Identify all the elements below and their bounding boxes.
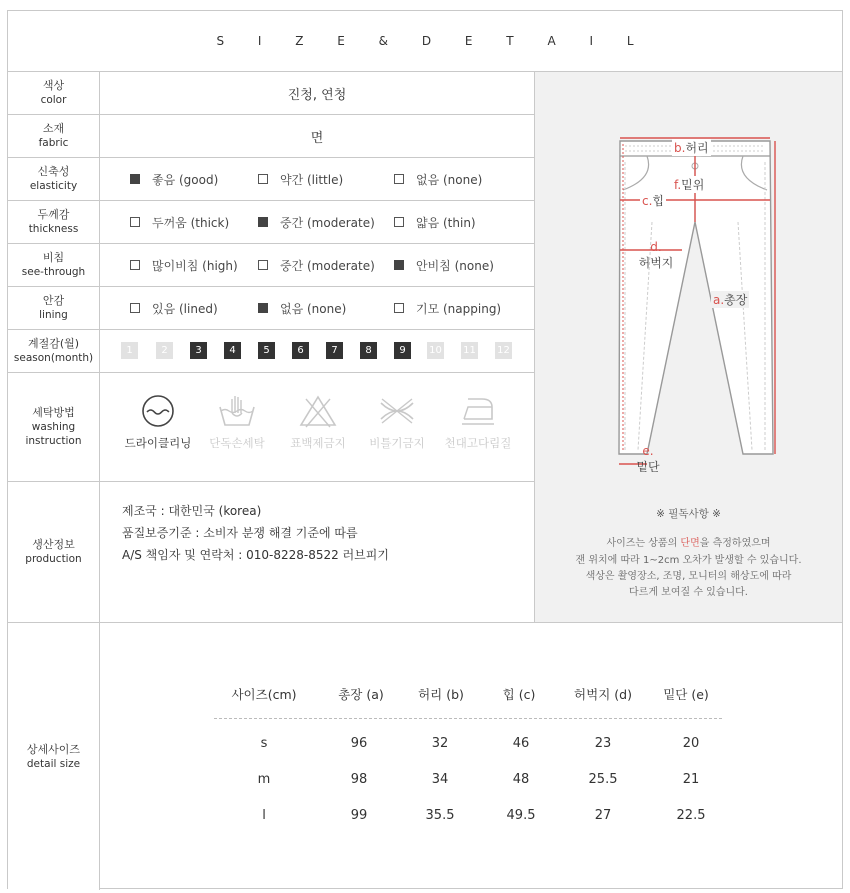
diagram-text: 총장 — [724, 293, 748, 307]
option-label: 얇음 (thin) — [416, 215, 476, 230]
label-see-through-en: see-through — [21, 266, 86, 278]
month-2: 2 — [156, 342, 173, 359]
month-3: 3 — [190, 342, 207, 359]
size-cell: l — [262, 808, 266, 823]
lining-options — [100, 287, 534, 330]
size-cell: 27 — [594, 808, 612, 823]
diagram-letter: f. — [674, 178, 682, 192]
checkbox-checked — [394, 260, 404, 270]
checkbox-empty — [394, 174, 404, 184]
fabric-value: 면 — [100, 115, 534, 158]
size-cell: 48 — [512, 772, 530, 787]
diagram-text: 힙 — [652, 194, 665, 208]
option-label: 중간 (moderate) — [280, 215, 375, 230]
notice-highlight: 단면 — [680, 538, 700, 549]
hand-wash-icon — [217, 393, 257, 429]
option-label: 좋음 (good) — [152, 172, 219, 187]
month-12: 12 — [495, 342, 512, 359]
option-see-through-high — [130, 257, 238, 274]
wash-label: 천대고다림질 — [444, 436, 512, 450]
label-lining — [8, 287, 100, 330]
option-label: 없음 (none) — [280, 301, 347, 316]
checkbox-checked — [130, 174, 140, 184]
label-thickness-ko: 두께감 — [37, 208, 70, 221]
notice-line-2: 잰 위치에 따라 1~2cm 오차가 발생할 수 있습니다. — [575, 555, 802, 566]
label-detail-size-ko: 상세사이즈 — [26, 742, 81, 756]
label-fabric-en: fabric — [38, 137, 69, 149]
diagram-letter: c. — [642, 194, 653, 208]
diagram-text: 허벅지 — [638, 256, 674, 270]
diagram-text: 허리 — [685, 141, 709, 155]
label-fabric — [8, 115, 100, 158]
label-washing-en2: instruction — [25, 435, 82, 447]
month-7: 7 — [326, 342, 343, 359]
no-bleach-icon — [298, 393, 338, 429]
label-production-en: production — [25, 553, 82, 565]
measurement-diagram-panel — [534, 72, 842, 623]
diagram-letter: d. — [650, 240, 662, 254]
option-label: 있음 (lined) — [152, 301, 218, 316]
no-wring-icon — [376, 393, 418, 429]
checkbox-empty — [130, 260, 140, 270]
size-header: 허벅지 (d) — [574, 687, 632, 702]
diagram-label-hem — [631, 444, 665, 475]
checkbox-empty — [130, 303, 140, 313]
size-table — [100, 623, 842, 890]
diagram-label-length — [711, 291, 749, 308]
color-value: 진청, 연청 — [100, 72, 534, 115]
size-header: 밑단 (e) — [663, 687, 709, 702]
notice-line-1 — [535, 534, 842, 549]
checkbox-empty — [394, 217, 404, 227]
diagram-label-hip — [640, 192, 666, 209]
notice-line-3: 색상은 촬영장소, 조명, 모니터의 해상도에 따라 — [585, 571, 792, 582]
checkbox-empty — [130, 217, 140, 227]
size-header: 총장 (a) — [338, 687, 384, 702]
size-header: 허리 (b) — [418, 687, 464, 702]
diagram-letter: e. — [642, 444, 654, 458]
month-10: 10 — [427, 342, 444, 359]
checkbox-empty — [258, 174, 268, 184]
label-see-through — [8, 244, 100, 287]
label-lining-ko: 안감 — [42, 294, 65, 307]
checkbox-empty — [394, 303, 404, 313]
dry-cleaning-icon — [140, 393, 176, 429]
checkbox-checked — [258, 303, 268, 313]
diagram-letter: a. — [713, 293, 725, 307]
option-label: 없음 (none) — [416, 172, 483, 187]
page-title: S I Z E & D E T A I L — [8, 11, 842, 72]
label-see-through-ko: 비침 — [42, 251, 65, 264]
label-washing-en: washing — [31, 421, 76, 433]
month-5: 5 — [258, 342, 275, 359]
label-detail-size — [8, 623, 100, 890]
month-8: 8 — [360, 342, 377, 359]
label-color-ko: 색상 — [42, 79, 65, 92]
diagram-letter: b. — [674, 141, 686, 155]
thickness-options — [100, 201, 534, 244]
month-4: 4 — [224, 342, 241, 359]
wash-dry-cleaning — [116, 393, 200, 451]
option-lining-lined — [130, 300, 218, 317]
wash-hand-wash — [195, 393, 279, 451]
month-11: 11 — [461, 342, 478, 359]
label-color — [8, 72, 100, 115]
option-label: 약간 (little) — [280, 172, 344, 187]
label-thickness — [8, 201, 100, 244]
size-cell: 99 — [350, 808, 368, 823]
month-6: 6 — [292, 342, 309, 359]
label-washing — [8, 373, 100, 482]
diagram-label-waist — [672, 139, 711, 156]
label-fabric-ko: 소재 — [42, 122, 65, 135]
option-elasticity-good — [130, 171, 218, 188]
size-header: 사이즈(cm) — [231, 687, 297, 702]
option-elasticity-none — [394, 171, 482, 188]
pants-diagram — [535, 72, 843, 492]
option-label: 두꺼움 (thick) — [152, 215, 230, 230]
wash-iron-with-cloth — [436, 393, 520, 451]
size-cell: m — [257, 772, 271, 787]
label-production — [8, 482, 100, 623]
option-lining-napping — [394, 300, 501, 317]
label-thickness-en: thickness — [28, 223, 79, 235]
option-label: 안비침 (none) — [416, 258, 494, 273]
diagram-text: 밑단 — [636, 460, 660, 474]
size-detail-sheet — [7, 10, 843, 889]
production-line-origin: 제조국 : 대한민국 (korea) — [122, 504, 262, 518]
option-see-through-moderate — [258, 257, 375, 274]
label-elasticity — [8, 158, 100, 201]
size-cell: 98 — [350, 772, 368, 787]
production-line-warranty: 품질보증기준 : 소비자 분쟁 해결 기준에 따름 — [122, 526, 358, 540]
wash-label: 비틀기금지 — [369, 436, 425, 450]
iron-icon — [458, 393, 498, 429]
wash-label: 드라이클리닝 — [124, 436, 192, 450]
option-elasticity-little — [258, 171, 343, 188]
option-thickness-thick — [130, 214, 229, 231]
checkbox-checked — [258, 217, 268, 227]
elasticity-options — [100, 158, 534, 201]
diagram-text: 밑위 — [681, 178, 705, 192]
option-label: 기모 (napping) — [416, 301, 502, 316]
washing-instructions — [100, 373, 534, 482]
label-elasticity-ko: 신축성 — [37, 165, 70, 178]
size-cell: 32 — [431, 736, 449, 751]
month-1: 1 — [121, 342, 138, 359]
label-detail-size-en: detail size — [26, 757, 81, 770]
wash-no-wring — [355, 393, 439, 451]
diagram-label-thigh — [633, 240, 679, 271]
size-cell: 21 — [682, 772, 700, 787]
label-production-ko: 생산정보 — [32, 538, 75, 551]
wash-no-bleach — [276, 393, 360, 451]
option-see-through-none — [394, 257, 494, 274]
production-info — [100, 482, 534, 623]
option-lining-none — [258, 300, 346, 317]
label-lining-en: lining — [39, 309, 68, 321]
checkbox-empty — [258, 260, 268, 270]
diagram-label-rise — [672, 176, 706, 193]
see-through-options — [100, 244, 534, 287]
size-cell: 23 — [594, 736, 612, 751]
label-color-en: color — [40, 94, 67, 106]
wash-label: 표백제금지 — [290, 436, 346, 450]
season-months — [100, 330, 534, 373]
size-header: 힙 (c) — [502, 687, 536, 702]
label-season-en: season(month) — [13, 352, 94, 364]
size-cell: 49.5 — [506, 808, 536, 823]
production-line-contact: A/S 책임자 및 연락처 : 010-8228-8522 러브피기 — [122, 548, 389, 562]
option-thickness-thin — [394, 214, 476, 231]
option-label: 중간 (moderate) — [280, 258, 375, 273]
label-season — [8, 330, 100, 373]
size-cell: 96 — [350, 736, 368, 751]
size-cell: 25.5 — [588, 772, 618, 787]
notice-line-4: 다르게 보여질 수 있습니다. — [629, 587, 748, 598]
option-thickness-moderate — [258, 214, 375, 231]
size-cell: 46 — [512, 736, 530, 751]
notice-text: 사이즈는 상품의 — [606, 538, 681, 549]
wash-label: 단독손세탁 — [209, 436, 265, 450]
label-season-ko: 계절감(월) — [27, 337, 80, 350]
notice-text: 을 측정하였으며 — [699, 538, 771, 549]
size-cell: s — [260, 736, 268, 751]
label-elasticity-en: elasticity — [29, 180, 78, 192]
size-cell: 35.5 — [425, 808, 455, 823]
size-cell: 34 — [431, 772, 449, 787]
label-washing-ko: 세탁방법 — [32, 406, 75, 419]
size-cell: 22.5 — [676, 808, 706, 823]
notice-title: ※ 필독사항 ※ — [656, 508, 721, 520]
header-divider — [214, 718, 722, 719]
size-cell: 20 — [682, 736, 700, 751]
month-9: 9 — [394, 342, 411, 359]
option-label: 많이비침 (high) — [152, 258, 238, 273]
